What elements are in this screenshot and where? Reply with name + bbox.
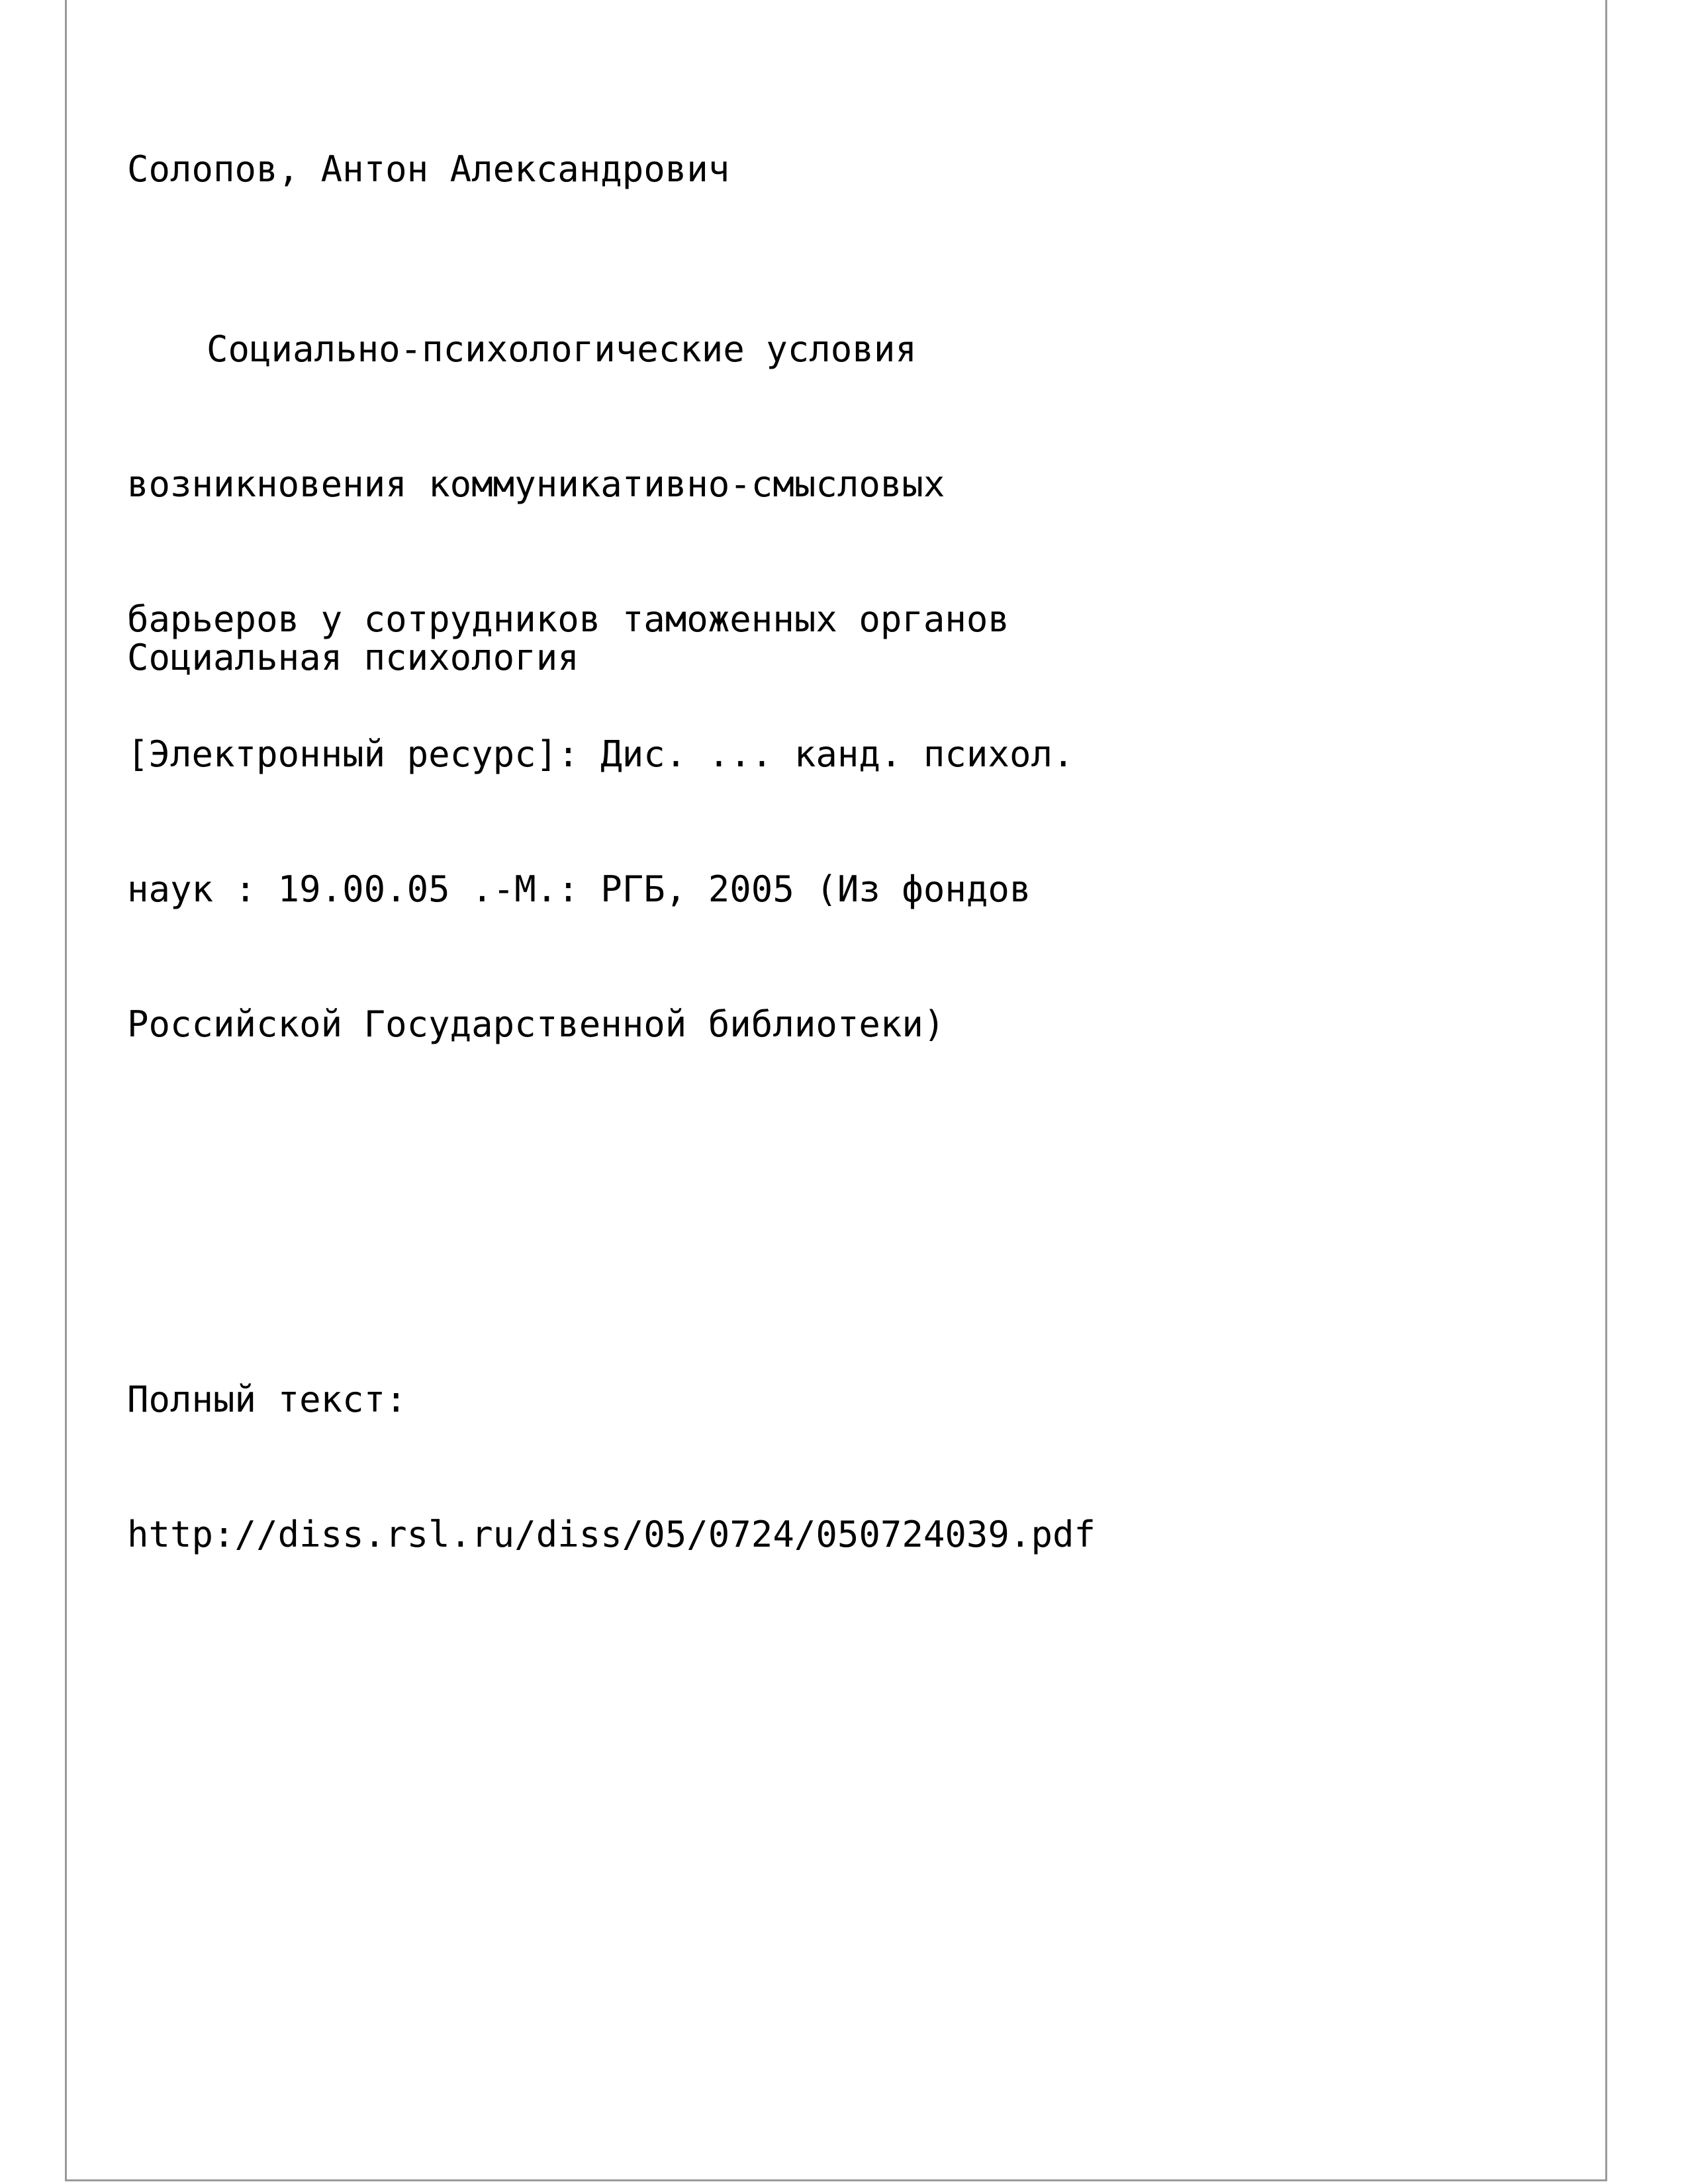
title-line-4: [Электронный ресурс]: Дис. ... канд. психол. (127, 733, 1074, 775)
title-line-3: барьеров у сотрудников таможенных органов (127, 598, 1009, 640)
fulltext-label: Полный текст: (127, 1379, 407, 1420)
fulltext-section (127, 1287, 1096, 1602)
author-name: Солопов, Антон Александрович (127, 148, 730, 190)
title-line-6: Российской Государственной библиотеки) (127, 1003, 945, 1045)
title-line-2: возникновения коммуникативно-смысловых (127, 463, 945, 505)
fulltext-link[interactable]: http://diss.rsl.ru/diss/05/0724/050724039.pdf (127, 1514, 1096, 1555)
subject-heading: Социальная психология (127, 637, 579, 678)
title-line-5: наук : 19.00.05 .-М.: РГБ, 2005 (Из фондов (127, 868, 1031, 910)
title-line-1: Социально-психологические условия (207, 328, 917, 370)
